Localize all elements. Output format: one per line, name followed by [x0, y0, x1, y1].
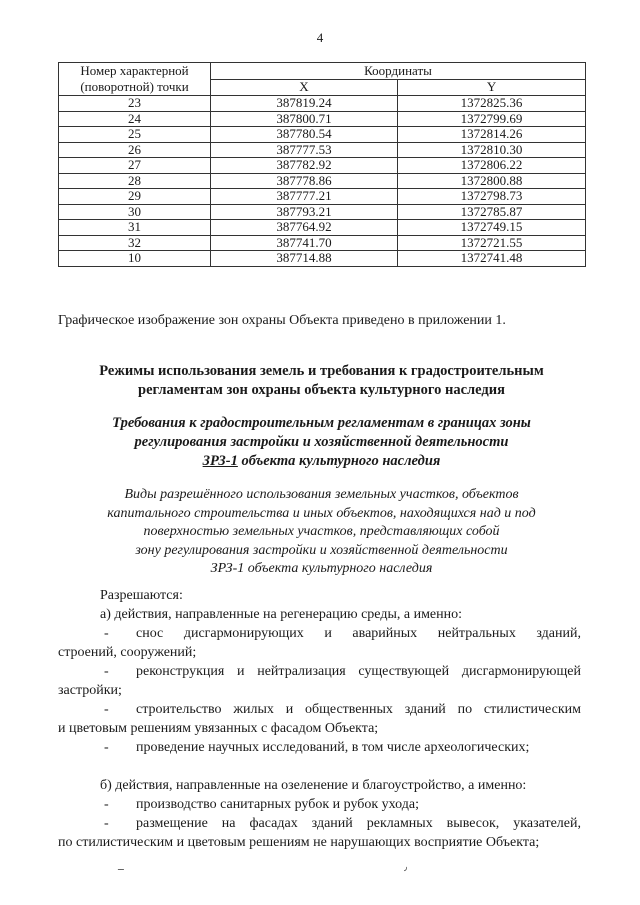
list-item-text: производство санитарных рубок и рубок ухода; — [136, 797, 419, 812]
list-item-text: размещение на фасадах зданий рекламных вывесок, указателей, — [136, 816, 581, 831]
scan-mark-right: ٫ — [404, 862, 408, 873]
appendix-caption: Графическое изображение зон охраны Объекта приведено в приложении 1. — [58, 313, 506, 328]
subsection-title — [58, 414, 585, 471]
y-cell: 1372800.88 — [398, 173, 586, 189]
list-item-text: и цветовым решениям увязанных с фасадом Объекта; — [58, 721, 379, 736]
x-cell: 387778.86 — [211, 173, 398, 189]
point-cell: 30 — [59, 204, 211, 220]
table-row — [59, 127, 586, 143]
point-cell: 31 — [59, 220, 211, 236]
list-item-text: по стилистическим и цветовым решениям не нарушающих восприятие Объекта; — [58, 835, 540, 850]
y-cell: 1372825.36 — [398, 96, 586, 112]
x-cell: 387777.53 — [211, 142, 398, 158]
point-cell: 32 — [59, 235, 211, 251]
bullet-dash: - — [104, 816, 109, 831]
section-title — [58, 362, 585, 400]
bullet-dash: - — [104, 740, 109, 755]
bullet-dash: - — [104, 702, 109, 717]
bullet-dash: - — [104, 797, 109, 812]
x-cell: 387764.92 — [211, 220, 398, 236]
list-item-text: строений, сооружений; — [58, 645, 197, 660]
table-row — [59, 111, 586, 127]
types-heading — [58, 486, 585, 579]
header-coordinates: Координаты — [211, 63, 586, 80]
types-heading-line: поверхностью земельных участков, представляющих собой — [143, 524, 500, 539]
header-x: X — [211, 79, 398, 96]
section-a-intro: а) действия, направленные на регенерацию среды, а именно: — [100, 607, 463, 622]
point-cell: 29 — [59, 189, 211, 205]
subsection-title-line — [58, 452, 585, 471]
x-cell: 387780.54 — [211, 127, 398, 143]
page-number: 4 — [316, 30, 324, 45]
y-cell: 1372741.48 — [398, 251, 586, 267]
point-cell: 25 — [59, 127, 211, 143]
x-cell: 387741.70 — [211, 235, 398, 251]
y-cell: 1372749.15 — [398, 220, 586, 236]
bullet-dash: - — [104, 626, 109, 641]
header-y: Y — [398, 79, 586, 96]
table-row — [59, 142, 586, 158]
scan-mark-left: ــ — [118, 862, 124, 873]
table-row — [59, 96, 586, 112]
subsection-title-line: Требования к градостроительным регламентам в границах зоны — [112, 415, 531, 431]
table-row — [59, 220, 586, 236]
y-cell: 1372721.55 — [398, 235, 586, 251]
types-heading-line: ЗРЗ-1 объекта культурного наследия — [210, 561, 433, 576]
table-row — [59, 189, 586, 205]
zone-code: ЗРЗ-1 — [202, 453, 238, 469]
x-cell: 387782.92 — [211, 158, 398, 174]
x-cell: 387800.71 — [211, 111, 398, 127]
table-row — [59, 158, 586, 174]
y-cell: 1372814.26 — [398, 127, 586, 143]
types-heading-line: Виды разрешённого использования земельных участков, объектов — [124, 487, 519, 502]
x-cell: 387793.21 — [211, 204, 398, 220]
x-cell: 387714.88 — [211, 251, 398, 267]
list-item-text: проведение научных исследований, в том числе археологических; — [136, 740, 530, 755]
y-cell: 1372810.30 — [398, 142, 586, 158]
section-b-intro: б) действия, направленные на озеленение и благоустройство, а именно: — [100, 778, 527, 793]
table-row — [59, 204, 586, 220]
table-row — [59, 235, 586, 251]
y-cell: 1372806.22 — [398, 158, 586, 174]
point-cell: 28 — [59, 173, 211, 189]
zone-code-rest: объекта культурного наследия — [237, 453, 441, 469]
list-item-text: снос дисгармонирующих и аварийных нейтральных зданий, — [136, 626, 581, 641]
point-cell: 24 — [59, 111, 211, 127]
section-title-line: Режимы использования земель и требования к градостроительным — [99, 363, 544, 379]
list-item-text: строительство жилых и общественных зданий по стилистическим — [136, 702, 581, 717]
point-cell: 10 — [59, 251, 211, 267]
y-cell: 1372785.87 — [398, 204, 586, 220]
list-item-text: реконструкция и нейтрализация существующей дисгармонирующей — [136, 664, 581, 679]
subsection-title-line: регулирования застройки и хозяйственной деятельности — [134, 434, 509, 450]
bullet-dash: - — [104, 664, 109, 679]
header-point: Номер характерной (поворотной) точки — [59, 63, 211, 96]
point-cell: 27 — [59, 158, 211, 174]
point-cell: 26 — [59, 142, 211, 158]
x-cell: 387819.24 — [211, 96, 398, 112]
y-cell: 1372798.73 — [398, 189, 586, 205]
x-cell: 387777.21 — [211, 189, 398, 205]
types-heading-line: капитального строительства и иных объектов, находящихся над и под — [107, 505, 536, 521]
table-row — [59, 251, 586, 267]
allowed-label: Разрешаются: — [100, 588, 183, 603]
point-cell: 23 — [59, 96, 211, 112]
types-heading-line: зону регулирования застройки и хозяйственной деятельности — [135, 542, 508, 558]
coordinates-table — [58, 62, 586, 267]
section-title-line: регламентам зон охраны объекта культурного наследия — [138, 382, 505, 398]
list-item-text: застройки; — [58, 683, 122, 698]
table-row — [59, 173, 586, 189]
y-cell: 1372799.69 — [398, 111, 586, 127]
